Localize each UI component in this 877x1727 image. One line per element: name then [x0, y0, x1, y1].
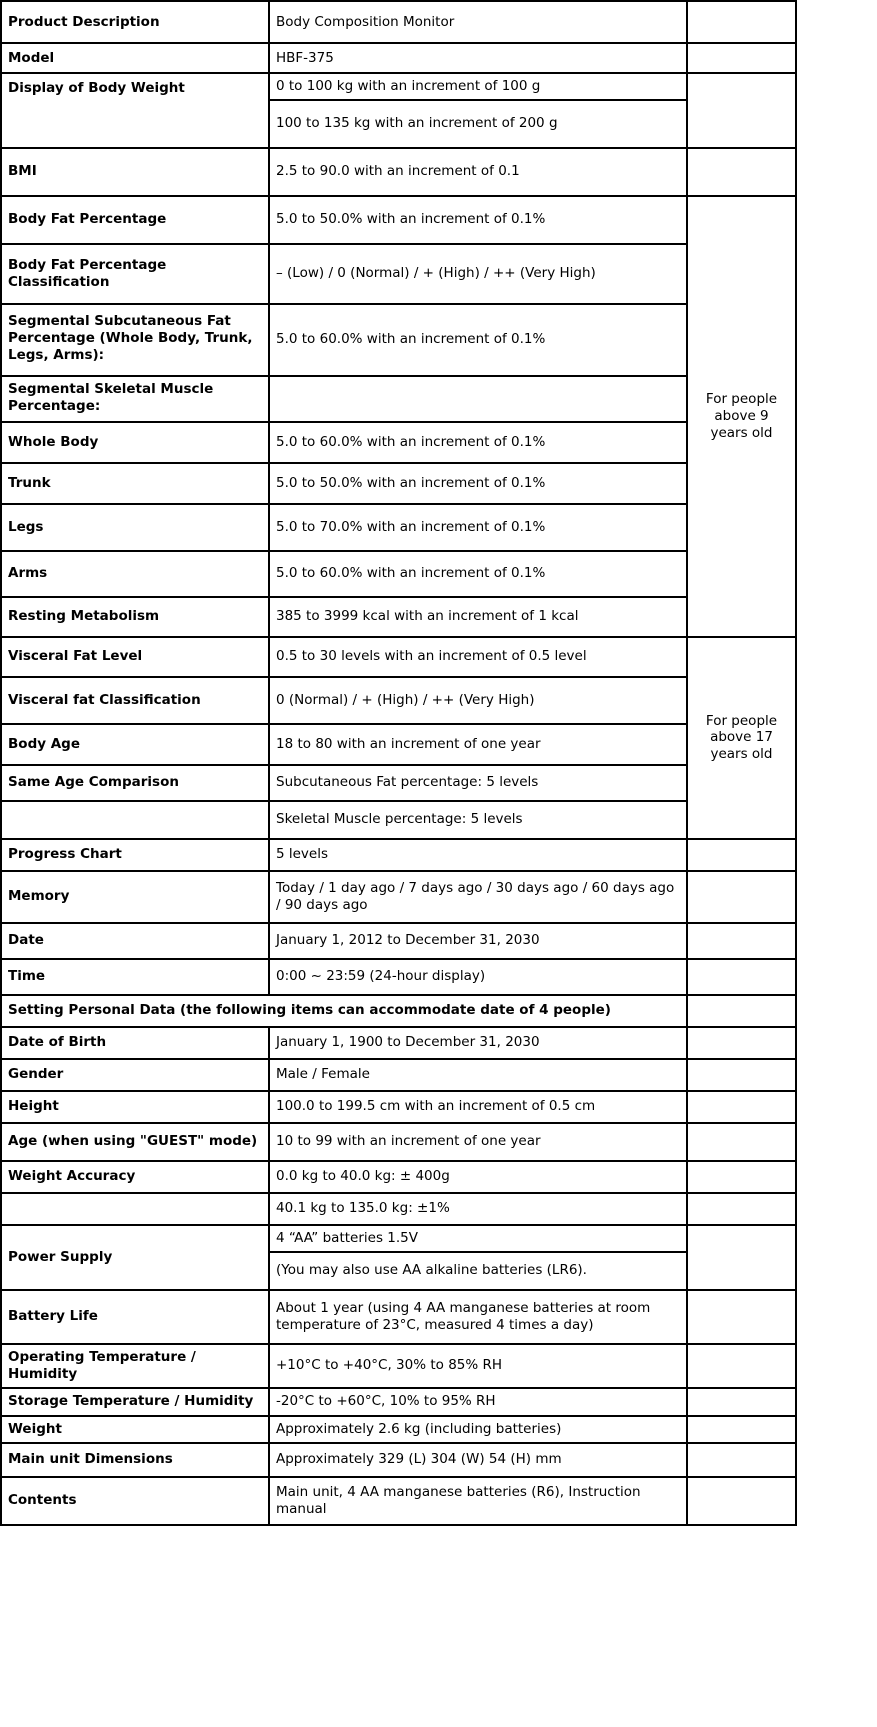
row-value: Subcutaneous Fat percentage: 5 levels	[269, 765, 687, 801]
row-label: Weight	[1, 1416, 269, 1443]
row-note	[687, 1416, 796, 1443]
table-row	[1, 1344, 796, 1388]
row-value	[269, 376, 687, 422]
row-value: Today / 1 day ago / 7 days ago / 30 days ago / 60 days ago / 90 days ago	[269, 871, 687, 923]
row-label: Segmental Skeletal Muscle Percentage:	[1, 376, 269, 422]
row-value: January 1, 1900 to December 31, 2030	[269, 1027, 687, 1059]
row-value: – (Low) / 0 (Normal) / + (High) / ++ (Very High)	[269, 244, 687, 304]
row-note	[687, 871, 796, 923]
row-value: 5.0 to 60.0% with an increment of 0.1%	[269, 551, 687, 597]
row-note	[687, 1290, 796, 1344]
row-note	[687, 43, 796, 73]
row-note	[687, 1344, 796, 1388]
row-note	[687, 1388, 796, 1416]
row-label: Legs	[1, 504, 269, 551]
table-row	[1, 1290, 796, 1344]
row-value: 18 to 80 with an increment of one year	[269, 724, 687, 765]
table-row	[1, 637, 796, 677]
row-value: (You may also use AA alkaline batteries (LR6).	[269, 1252, 687, 1290]
table-row	[1, 677, 796, 724]
row-note	[687, 1477, 796, 1525]
row-value: 385 to 3999 kcal with an increment of 1 kcal	[269, 597, 687, 637]
row-label: Model	[1, 43, 269, 73]
row-label: Power Supply	[1, 1225, 269, 1290]
row-label: Contents	[1, 1477, 269, 1525]
table-row	[1, 1027, 796, 1059]
note-above-17: For people above 17 years old	[687, 637, 796, 839]
row-note	[687, 959, 796, 995]
row-value: 5.0 to 70.0% with an increment of 0.1%	[269, 504, 687, 551]
row-note	[687, 1225, 796, 1290]
row-note	[687, 148, 796, 196]
row-value: 5.0 to 50.0% with an increment of 0.1%	[269, 463, 687, 504]
row-label: Visceral fat Classification	[1, 677, 269, 724]
row-value: Male / Female	[269, 1059, 687, 1091]
table-row	[1, 1161, 796, 1193]
row-label: Display of Body Weight	[1, 73, 269, 148]
table-row	[1, 148, 796, 196]
table-row	[1, 923, 796, 959]
table-row	[1, 551, 796, 597]
row-note	[687, 1161, 796, 1193]
row-value: Approximately 2.6 kg (including batteries)	[269, 1416, 687, 1443]
table-row	[1, 1477, 796, 1525]
row-value: -20°C to +60°C, 10% to 95% RH	[269, 1388, 687, 1416]
row-value: 2.5 to 90.0 with an increment of 0.1	[269, 148, 687, 196]
table-row	[1, 1, 796, 43]
row-label: Segmental Subcutaneous Fat Percentage (Whole Body, Trunk, Legs, Arms):	[1, 304, 269, 376]
table-row	[1, 1059, 796, 1091]
row-label: Body Fat Percentage Classification	[1, 244, 269, 304]
row-label: Battery Life	[1, 1290, 269, 1344]
table-row	[1, 765, 796, 801]
table-row	[1, 597, 796, 637]
row-value: 5.0 to 50.0% with an increment of 0.1%	[269, 196, 687, 244]
table-row	[1, 1388, 796, 1416]
table-row	[1, 244, 796, 304]
row-value: Skeletal Muscle percentage: 5 levels	[269, 801, 687, 839]
row-note	[687, 1193, 796, 1225]
table-row	[1, 422, 796, 463]
table-row	[1, 724, 796, 765]
row-value: 0:00 ~ 23:59 (24-hour display)	[269, 959, 687, 995]
row-value: 0.5 to 30 levels with an increment of 0.5 level	[269, 637, 687, 677]
table-row	[1, 995, 796, 1027]
row-label: Weight Accuracy	[1, 1161, 269, 1193]
note-above-9: For people above 9 years old	[687, 196, 796, 637]
row-label: Storage Temperature / Humidity	[1, 1388, 269, 1416]
row-note	[687, 923, 796, 959]
row-note	[687, 1123, 796, 1161]
row-label: Progress Chart	[1, 839, 269, 871]
row-label: Date of Birth	[1, 1027, 269, 1059]
row-label: Visceral Fat Level	[1, 637, 269, 677]
row-value: 100 to 135 kg with an increment of 200 g	[269, 100, 687, 148]
table-row	[1, 43, 796, 73]
row-label: Whole Body	[1, 422, 269, 463]
row-note	[687, 1059, 796, 1091]
row-value: About 1 year (using 4 AA manganese batteries at room temperature of 23°C, measured 4 times a day)	[269, 1290, 687, 1344]
row-note	[687, 1443, 796, 1477]
table-row	[1, 376, 796, 422]
row-note	[687, 73, 796, 148]
table-row	[1, 1091, 796, 1123]
row-value: 4 “AA” batteries 1.5V	[269, 1225, 687, 1252]
row-label: Body Fat Percentage	[1, 196, 269, 244]
row-label: Arms	[1, 551, 269, 597]
row-value: +10°C to +40°C, 30% to 85% RH	[269, 1344, 687, 1388]
row-label	[1, 801, 269, 839]
row-value: 40.1 kg to 135.0 kg: ±1%	[269, 1193, 687, 1225]
row-label: Setting Personal Data (the following items can accommodate date of 4 people)	[1, 995, 687, 1027]
row-label: Body Age	[1, 724, 269, 765]
row-label: Time	[1, 959, 269, 995]
row-value: January 1, 2012 to December 31, 2030	[269, 923, 687, 959]
row-value: Main unit, 4 AA manganese batteries (R6), Instruction manual	[269, 1477, 687, 1525]
row-value: HBF-375	[269, 43, 687, 73]
row-label: BMI	[1, 148, 269, 196]
row-note	[687, 995, 796, 1027]
row-label: Gender	[1, 1059, 269, 1091]
table-row	[1, 801, 796, 839]
table-row	[1, 304, 796, 376]
row-note	[687, 839, 796, 871]
row-label: Resting Metabolism	[1, 597, 269, 637]
row-label: Product Description	[1, 1, 269, 43]
table-row	[1, 463, 796, 504]
table-row	[1, 839, 796, 871]
row-value: 5 levels	[269, 839, 687, 871]
table-row	[1, 1225, 796, 1252]
row-value: 100.0 to 199.5 cm with an increment of 0.5 cm	[269, 1091, 687, 1123]
row-value: Approximately 329 (L) 304 (W) 54 (H) mm	[269, 1443, 687, 1477]
row-label: Date	[1, 923, 269, 959]
table-row	[1, 1123, 796, 1161]
table-row	[1, 1193, 796, 1225]
table-row	[1, 196, 796, 244]
row-note	[687, 1027, 796, 1059]
row-value: 5.0 to 60.0% with an increment of 0.1%	[269, 304, 687, 376]
row-label	[1, 1193, 269, 1225]
row-value: 0.0 kg to 40.0 kg: ± 400g	[269, 1161, 687, 1193]
row-label: Main unit Dimensions	[1, 1443, 269, 1477]
table-row	[1, 1443, 796, 1477]
row-value: 5.0 to 60.0% with an increment of 0.1%	[269, 422, 687, 463]
table-row	[1, 871, 796, 923]
table-row	[1, 1416, 796, 1443]
row-value: 0 (Normal) / + (High) / ++ (Very High)	[269, 677, 687, 724]
table-row	[1, 959, 796, 995]
row-value: 0 to 100 kg with an increment of 100 g	[269, 73, 687, 100]
row-value: 10 to 99 with an increment of one year	[269, 1123, 687, 1161]
row-label: Operating Temperature / Humidity	[1, 1344, 269, 1388]
row-label: Age (when using "GUEST" mode)	[1, 1123, 269, 1161]
row-note	[687, 1, 796, 43]
row-note	[687, 1091, 796, 1123]
row-label: Memory	[1, 871, 269, 923]
row-label: Trunk	[1, 463, 269, 504]
row-label: Height	[1, 1091, 269, 1123]
table-row	[1, 73, 796, 100]
row-label: Same Age Comparison	[1, 765, 269, 801]
table-row	[1, 504, 796, 551]
row-value: Body Composition Monitor	[269, 1, 687, 43]
